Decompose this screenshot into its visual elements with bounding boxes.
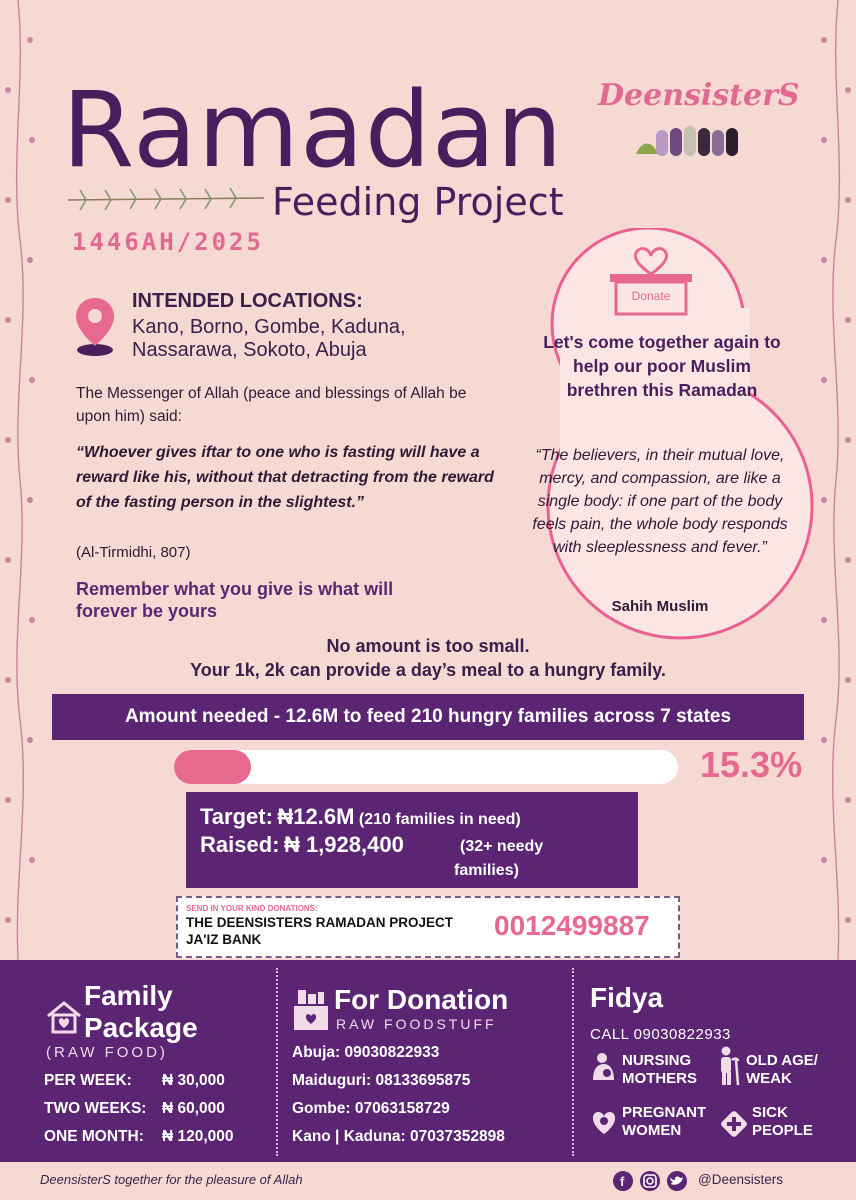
logo-figures-icon: [632, 120, 752, 160]
location-pin-icon: [72, 296, 118, 358]
remember-text: Remember what you give is what will forever be yours: [76, 579, 394, 621]
fidya-item-label: [752, 1104, 813, 1140]
donate-box-icon: [604, 244, 698, 318]
fidya-item-line: PEOPLE: [752, 1122, 813, 1139]
bank-instruction: SEND IN YOUR KIND DONATIONS:: [186, 904, 318, 913]
appeal-heading: Let's come together again to help our poor Muslim brethren this Ramadan: [543, 332, 781, 400]
raised-note-2: families): [454, 862, 519, 879]
progress-fill: [174, 750, 251, 784]
target-amount: ₦12.6M: [277, 804, 355, 829]
target-row: [200, 804, 521, 830]
progress-bar: [174, 750, 678, 784]
left-vine-decoration: [0, 0, 46, 960]
twitter-icon[interactable]: [667, 1171, 687, 1191]
food-basket-icon: [292, 988, 330, 1032]
logo-text: DeensisterS: [598, 78, 800, 113]
instagram-icon[interactable]: [640, 1171, 660, 1191]
locations-line: Kano, Borno, Gombe, Kaduna,: [132, 316, 406, 338]
price-label: PER WEEK:: [44, 1072, 132, 1089]
fidya-call: CALL 09030822933: [590, 1026, 731, 1043]
bottom-bar: [0, 1162, 856, 1200]
price-value: ₦ 30,000: [162, 1072, 225, 1089]
fidya-item-line: PREGNANT: [622, 1104, 707, 1121]
bank-details-box: [176, 896, 680, 958]
price-label: TWO WEEKS:: [44, 1100, 147, 1117]
raised-label: Raised:: [200, 832, 280, 857]
donation-contact: Gombe: 07063158729: [292, 1100, 450, 1117]
price-value: ₦ 60,000: [162, 1100, 225, 1117]
hadith-reference: (Al-Tirmidhi, 807): [76, 544, 191, 561]
account-number: 0012499887: [494, 910, 650, 941]
year-label: 1446AH/2025: [72, 228, 264, 256]
deensisters-logo: [598, 78, 800, 168]
tagline: DeensisterS together for the pleasure of Allah: [40, 1172, 303, 1187]
fidya-item-line: WEAK: [746, 1070, 792, 1087]
fidya-title: Fidya: [590, 982, 664, 1013]
column-divider: [276, 968, 278, 1156]
account-name: THE DEENSISTERS RAMADAN PROJECT: [186, 915, 454, 930]
page-title: Ramadan: [62, 69, 564, 191]
target-label: Target:: [200, 804, 273, 829]
fidya-item-label: [622, 1104, 706, 1140]
price-label: ONE MONTH:: [44, 1128, 144, 1145]
social-handle[interactable]: @Deensisters: [698, 1172, 783, 1187]
elderly-person-icon: [716, 1046, 744, 1086]
facebook-icon[interactable]: [613, 1171, 633, 1191]
appeal-line: Your 1k, 2k can provide a day’s meal to a hungry family.: [190, 660, 666, 680]
raised-note-1: (32+ needy: [460, 838, 544, 855]
sprig-decoration: [66, 184, 266, 214]
family-package-title: Family: [84, 980, 173, 1011]
amount-needed-banner: Amount needed - 12.6M to feed 210 hungry families across 7 states: [52, 694, 804, 740]
raised-row: [200, 832, 404, 858]
page-subtitle: Feeding Project: [272, 180, 564, 224]
raised-amount: ₦ 1,928,400: [283, 832, 404, 857]
family-package-subtitle: (RAW FOOD): [46, 1044, 168, 1061]
progress-percentage: 15.3%: [700, 744, 803, 785]
price-value: ₦ 120,000: [162, 1128, 234, 1145]
target-note: (210 families in need): [358, 811, 521, 828]
pregnant-woman-heart-icon: [590, 1106, 618, 1136]
fidya-item-line: NURSING: [622, 1052, 692, 1069]
hadith-quote: “Whoever gives iftar to one who is fasting will have a reward like his, without that detracting from the reward of the fasting person in the slightest.”: [76, 444, 494, 511]
bubble-reference: Sahih Muslim: [611, 598, 709, 615]
donation-title: For Donation: [334, 984, 509, 1015]
appeal-text: [0, 634, 856, 682]
donate-label: Donate: [631, 289, 671, 303]
family-package-title: Package: [84, 1012, 198, 1043]
locations-list: [132, 316, 492, 362]
donation-contact: Maiduguri: 08133695875: [292, 1072, 471, 1089]
donation-subtitle: RAW FOODSTUFF: [336, 1016, 497, 1032]
locations-line: Nassarawa, Sokoto, Abuja: [132, 339, 367, 361]
column-divider: [572, 968, 574, 1156]
bubble-quote: “The believers, in their mutual love, mercy, and compassion, are like a single body: if one part of the body feels pain, the whole body responds with sleeplessness and fever.”: [532, 447, 788, 556]
donation-contact: Abuja: 09030822933: [292, 1044, 440, 1061]
fidya-item-label: [746, 1052, 818, 1088]
fidya-item-line: OLD AGE/: [746, 1052, 818, 1069]
sick-person-icon: [720, 1108, 748, 1138]
donation-contact: Kano | Kaduna: 07037352898: [292, 1128, 505, 1145]
fidya-item-label: [622, 1052, 697, 1088]
house-heart-icon: [46, 1000, 82, 1034]
target-raised-box: [186, 792, 638, 888]
footer-panel: [0, 960, 856, 1162]
bank-name: JA'IZ BANK: [186, 932, 262, 947]
social-icons: [612, 1170, 688, 1192]
fidya-item-line: SICK: [752, 1104, 788, 1121]
bank-account-name: [186, 914, 453, 948]
appeal-line: No amount is too small.: [326, 636, 530, 656]
hadith-intro: The Messenger of Allah (peace and blessings of Allah be upon him) said:: [76, 385, 467, 425]
locations-heading: INTENDED LOCATIONS:: [132, 290, 363, 312]
nursing-mother-icon: [590, 1052, 618, 1082]
svg-text:f: f: [620, 1174, 625, 1189]
fidya-item-line: WOMEN: [622, 1122, 682, 1139]
fidya-item-line: MOTHERS: [622, 1070, 697, 1087]
